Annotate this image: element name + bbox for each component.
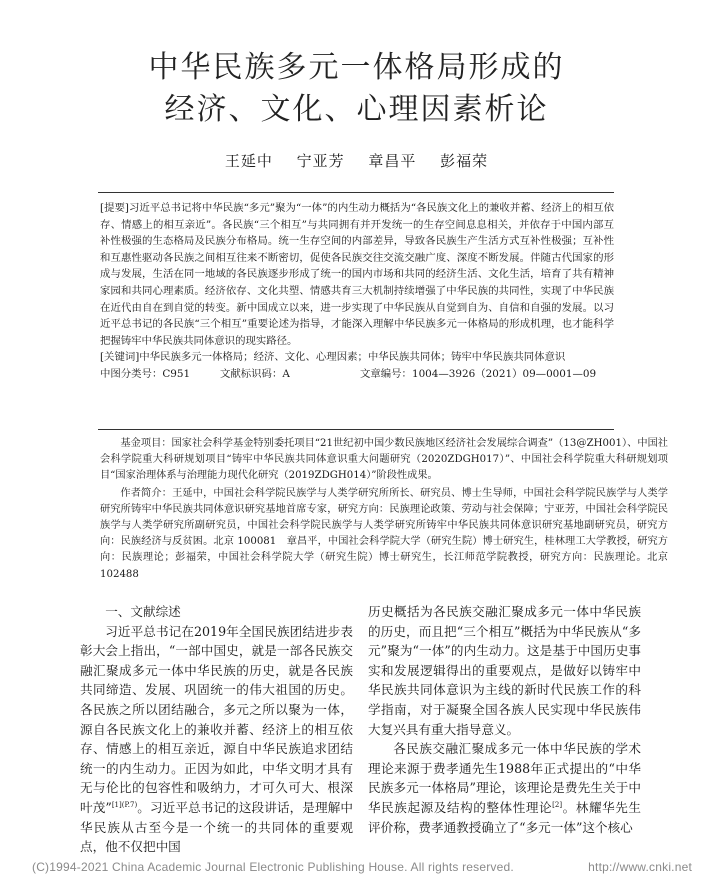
keywords-label: [关键词] [100,351,140,364]
author-list: 王延中 宁亚芳 章昌平 彭福荣 [224,152,489,170]
body-paragraph [80,622,353,857]
clc-number: 中图分类号：C951 [100,367,191,380]
keywords-line [100,349,614,366]
article-number: 文章编号：1004—3926（2021）09—0001—09 [360,367,597,380]
classification-row [100,366,614,383]
fund-note: 基金项目：国家社会科学基金特别委托项目“21世纪初中国少数民族地区经济社会发展综合调查”（13@ZH001）、中国社会科学院重大科研规划项目“铸牢中华民族共同体意识重大问题研究（2020ZDGH017）”、中国社会科学院重大科研规划项目“国家治理体系与治理能力现代化研究（2019ZDGH014）”阶段性成果。 [100,438,668,482]
section-heading: 一、文献综述 [105,604,181,619]
paragraph-text: 各民族交融汇聚成多元一体中华民族的学术理论来源于费孝通先生1988年正式提出的“中华民族多元一体格局”理论，该理论是费先生关于中华民族起源及结构的整体性理论 [368,741,641,815]
abstract-text: 习近平总书记将中华民族“多元”聚为“一体”的内生动力概括为“各民族文化上的兼收并蓄、经济上的相互依存、情感上的相互亲近”。各民族“三个相互”与共同拥有并开发统一的生存空间息息相关，并依存于中国内部互补性极强的生态格局及民族分布格局。统一生存空间的内部差异，导致各民族生产生活方式互补性极强；互补性和互惠性驱动各民族之间相互往来不断密切，促使各民族交往交流交融广度、深度不断发展。伴随古代国家的形成与发展，生活在同一地域的各民族逐步形成了统一的国内市场和共同的经济生活、文化生活，培育了共有精神家园和共同心理素质。经济依存、文化共塑、情感共育三大机制持续增强了中华民族的共同性，实现了中华民族在近代由自在到自觉的转变。新中国成立以来，进一步实现了中华民族从自觉到自为、自信和自强的发展。以习近平总书记的各民族“三个相互”重要论述为指导，才能深入理解中华民族多元一体格局的形成机理，也才能科学把握铸牢中华民族共同体意识的现实路径。 [100,202,614,347]
author-intro-note: 作者简介：王延中，中国社会科学院民族学与人类学研究所所长、研究员、博士生导师，中国社会科学院民族学与人类学研究所铸牢中华民族共同体意识研究基地首席专家，研究方向：民族理论政策、劳动与社会保障；宁亚芳，中国社会科学院民族学与人类学研究所副研究员，中国社会科学院民族学与人类学研究所铸牢中华民族共同体意识研究基地副研究员，研究方向：民族经济与反贫困。北京 100081 章昌平，中国社会科学院大学（研究生院）博士研究生，桂林理工大学教授，研究方向：民族理论；彭福荣，中国社会科学院大学（研究生院）博士研究生，长江师范学院教授，研究方向：民族理论。北京 102488 [100,487,668,580]
body-paragraph [368,739,641,837]
footnote-block [100,436,668,584]
page-footer [32,860,692,874]
article-title-line-1: 中华民族多元一体格局形成的 [148,50,565,85]
document-code: 文献标识码：A [220,367,290,380]
copyright-notice: (C)1994-2021 China Academic Journal Electronic Publishing House. All rights reserved. [32,860,514,874]
footer-url: http://www.cnki.net [588,860,692,874]
abstract-top-rule [98,192,614,193]
abstract-bottom-rule [98,429,614,430]
keywords-text: 中华民族多元一体格局；经济、文化、心理因素；中华民族共同体；铸牢中华民族共同体意识 [139,351,566,364]
citation-ref: [2] [552,800,563,809]
article-title-line-2: 经济、文化、心理因素析论 [164,92,549,127]
paragraph-text: 。林耀华先生评价称，费孝通教授确立了“多元一体”这个核心 [368,799,642,835]
abstract-paragraph [100,200,614,349]
body-paragraph: 历史概括为各民族交融汇聚成多元一体中华民族的历史，而且把“三个相互”概括为中华民族从“多元”聚为“一体”的内生动力。这是基于中国历史事实和发展逻辑得出的重要观点，是做好以铸牢中华民族共同体意识为主线的新时代民族工作的科学指南，对于凝聚全国各族人民实现中华民族伟大复兴具有重大指导意义。 [368,604,641,737]
paragraph-text: 习近平总书记在2019年全国民族团结进步表彰大会上指出，“一部中国史，就是一部各民族交融汇聚成多元一体中华民族的历史，就是各民族共同缔造、发展、巩固统一的伟大祖国的历史。各民族之所以团结融合，多元之所以聚为一体，源自各民族文化上的兼收并蓄、经济上的相互依存、情感上的相互亲近，源自中华民族追求团结统一的内生动力。正因为如此，中华文明才具有无与伦比的包容性和吸纳力，才可久可大、根深叶茂” [80,623,353,815]
abstract-block [100,200,614,383]
paragraph-text: 。习近平总书记的这段讲话，是理解中华民族从古至今是一个统一的共同体的重要观点，他不仅把中国 [80,799,353,855]
abstract-label: [提要] [100,202,129,214]
citation-ref: [1](P.7) [111,800,138,809]
body-column-left [80,602,353,857]
body-column-right [368,602,641,837]
